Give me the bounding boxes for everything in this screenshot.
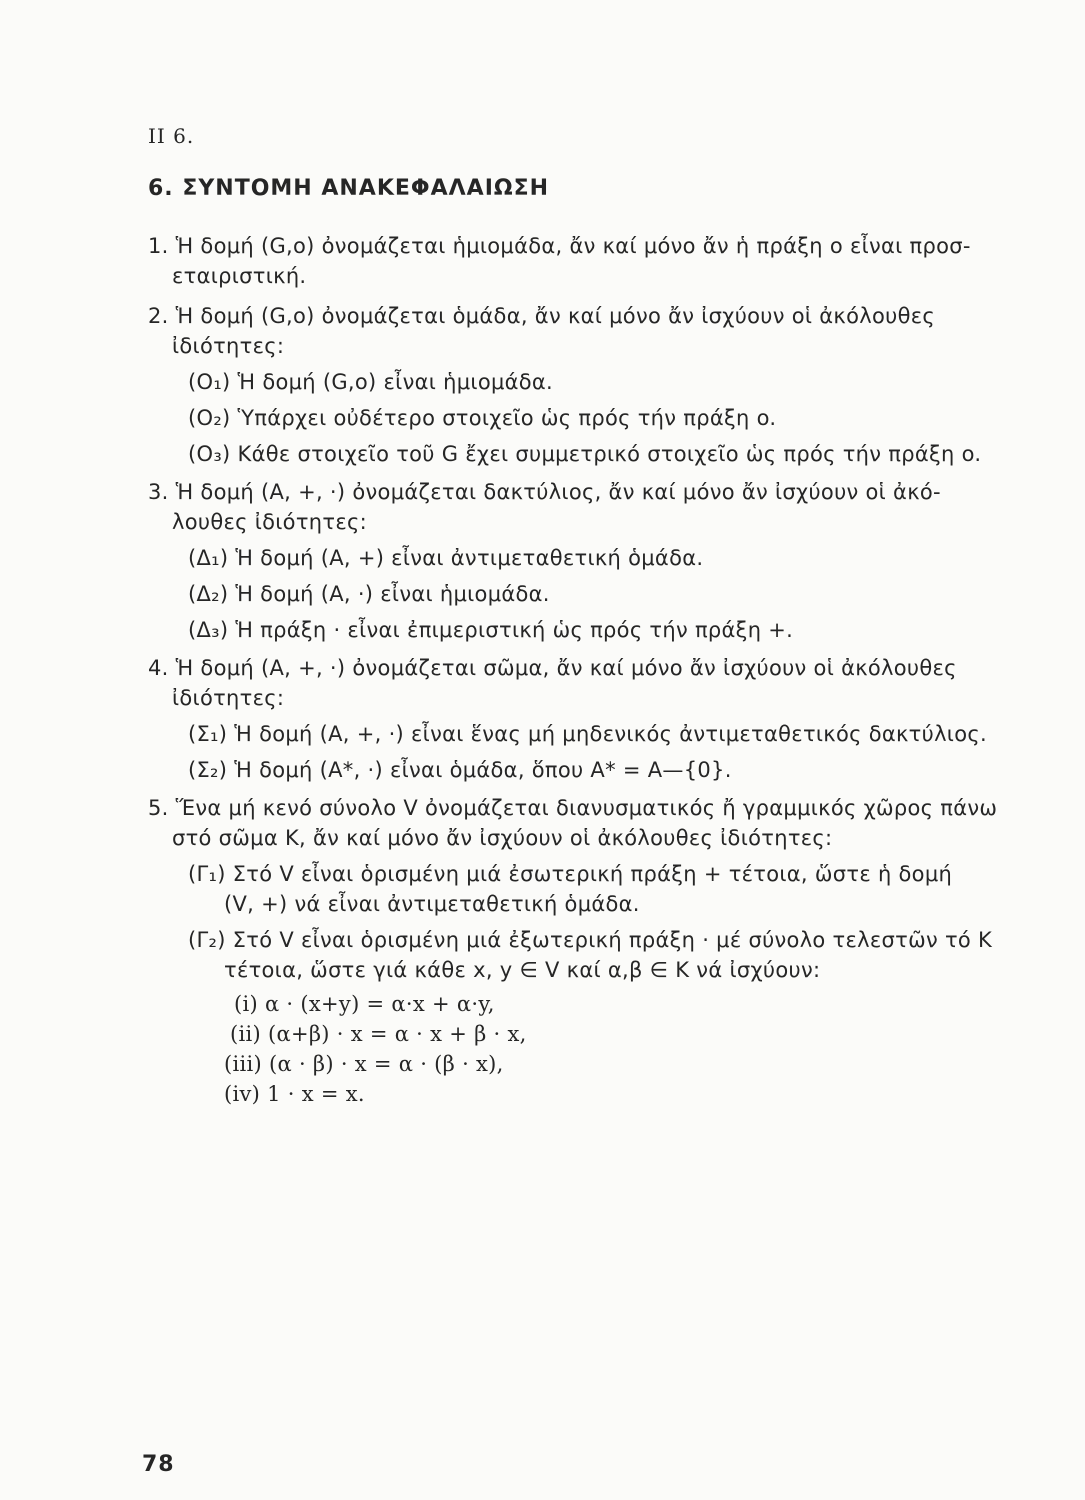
item-1-line-1: 1. Ἡ δομή (G,o) ὀνομάζεται ἡμιομάδα, ἄν καί μόνο ἄν ἡ πράξη o εἶναι προσ-	[148, 234, 971, 258]
item-1-line-2: εταιριστική.	[172, 264, 307, 288]
item-4-line-2: ἰδιότητες:	[172, 686, 285, 710]
axiom-iii: (iii) (α · β) · x = α · (β · x),	[224, 1052, 504, 1076]
item-5-line-1: 5. Ἕνα μή κενό σύνολο V ὀνομάζεται διανυσματικός ἤ γραμμικός χῶρος πάνω	[148, 796, 998, 820]
axiom-iv: (iv) 1 · x = x.	[224, 1082, 365, 1106]
property-g2-line-2: τέτοια, ὥστε γιά κάθε x, y ∈ V καί α,β ∈ K νά ἰσχύουν:	[224, 958, 821, 982]
item-2-line-1: 2. Ἡ δομή (G,o) ὀνομάζεται ὁμάδα, ἄν καί μόνο ἄν ἰσχύουν οἱ ἀκόλουθες	[148, 304, 936, 328]
section-heading: 6. ΣΥΝΤΟΜΗ ΑΝΑΚΕΦΑΛΑΙΩΣΗ	[148, 176, 550, 201]
property-o2: (O₂) Ὑπάρχει οὐδέτερο στοιχεῖο ὡς πρός τήν πράξη o.	[188, 406, 777, 430]
property-d3: (Δ₃) Ἡ πράξη · εἶναι ἐπιμεριστική ὡς πρός τήν πράξη +.	[188, 618, 794, 642]
item-4-line-1: 4. Ἡ δομή (A, +, ·) ὀνομάζεται σῶμα, ἄν καί μόνο ἄν ἰσχύουν οἱ ἀκόλουθες	[148, 656, 957, 680]
page-number: 78	[142, 1452, 175, 1477]
property-s1: (Σ₁) Ἡ δομή (A, +, ·) εἶναι ἕνας μή μηδενικός ἀντιμεταθετικός δακτύλιος.	[188, 722, 987, 746]
property-o3: (O₃) Κάθε στοιχεῖο τοῦ G ἔχει συμμετρικό στοιχεῖο ὡς πρός τήν πράξη o.	[188, 442, 982, 466]
property-s2: (Σ₂) Ἡ δομή (A*, ·) εἶναι ὁμάδα, ὅπου A* = A—{0}.	[188, 758, 732, 782]
property-g1-line-2: (V, +) νά εἶναι ἀντιμεταθετική ὁμάδα.	[224, 892, 640, 916]
running-head: II 6.	[148, 124, 195, 148]
property-o1: (O₁) Ἡ δομή (G,o) εἶναι ἡμιομάδα.	[188, 370, 554, 394]
property-d1: (Δ₁) Ἡ δομή (A, +) εἶναι ἀντιμεταθετική ὁμάδα.	[188, 546, 704, 570]
axiom-i: (i) α · (x+y) = α·x + α·y,	[234, 992, 495, 1016]
item-5-line-2: στό σῶμα K, ἄν καί μόνο ἄν ἰσχύουν οἱ ἀκόλουθες ἰδιότητες:	[172, 826, 833, 850]
item-3-line-1: 3. Ἡ δομή (A, +, ·) ὀνομάζεται δακτύλιος, ἄν καί μόνο ἄν ἰσχύουν οἱ ἀκό-	[148, 480, 941, 504]
item-3-line-2: λουθες ἰδιότητες:	[172, 510, 367, 534]
property-d2: (Δ₂) Ἡ δομή (A, ·) εἶναι ἡμιομάδα.	[188, 582, 550, 606]
property-g2-line-1: (Γ₂) Στό V εἶναι ὁρισμένη μιά ἐξωτερική πράξη · μέ σύνολο τελεστῶν τό K	[188, 928, 993, 952]
property-g1-line-1: (Γ₁) Στό V εἶναι ὁρισμένη μιά ἐσωτερική πράξη + τέτοια, ὥστε ἡ δομή	[188, 862, 953, 886]
item-2-line-2: ἰδιότητες:	[172, 334, 285, 358]
axiom-ii: (ii) (α+β) · x = α · x + β · x,	[230, 1022, 527, 1046]
